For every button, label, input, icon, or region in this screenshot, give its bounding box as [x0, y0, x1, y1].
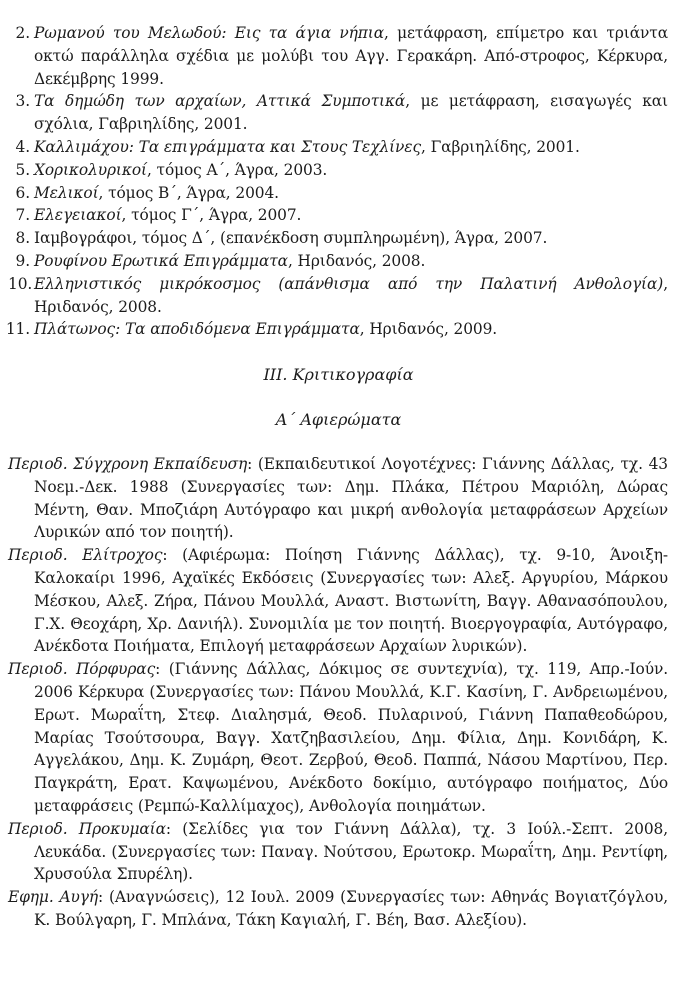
list-item [8, 182, 668, 205]
item-title: Πλάτωνος: Τα αποδιδόμενα Επιγράμματα [34, 320, 360, 339]
item-details: , τόμος Α΄, Άγρα, 2003. [146, 160, 328, 179]
list-item [8, 90, 668, 136]
entry-text: : (Αναγνώσεις), 12 Ιουλ. 2009 (Συνεργασίες των: Αθηνάς Βογιατζόγλου, Κ. Βούλγαρη, Γ. Μπλάνα, Τάκη Καγιαλή, Γ. Βέη, Βασ. Αλεξίου). [34, 888, 668, 929]
item-title: Τα δημώδη των αρχαίων, Αττικά Συμποτικά [34, 92, 406, 111]
bibliography-entry [8, 886, 668, 932]
list-item [8, 273, 668, 319]
tributes-list [8, 453, 668, 932]
item-title: Μελικοί [34, 183, 99, 202]
item-number: 10. [8, 274, 33, 293]
entry-source: Περιοδ. Ελίτροχος [8, 546, 163, 565]
item-number: 6. [15, 183, 30, 202]
item-details: , Ηριδανός, 2008. [34, 274, 668, 316]
item-number: 2. [15, 24, 30, 42]
item-number: 5. [15, 160, 30, 179]
item-details: , τόμος Β΄, Άγρα, 2004. [98, 183, 279, 202]
item-number: 11. [5, 320, 30, 339]
item-number: 8. [15, 229, 30, 248]
item-title: Καλλιμάχου: Τα επιγράμματα και Στους Τεχλίνες [34, 137, 421, 156]
item-details: , Ηριδανός, 2008. [287, 251, 426, 270]
list-item [5, 318, 668, 341]
item-number: 4. [15, 137, 30, 156]
item-details: , Ηριδανός, 2009. [359, 320, 498, 339]
item-title: Ρωμανού του Μελωδού: Εις τα άγια νήπια [34, 24, 385, 42]
bibliography-entry [8, 658, 668, 818]
list-item [8, 204, 668, 227]
item-title: Χορικολυρικοί [34, 160, 147, 179]
entry-text: : (Σελίδες για τον Γιάννη Δάλλα), τχ. 3 Ιούλ.-Σεπτ. 2008, Λευκάδα. (Συνεργασίες των: Παναγ. Νούτσου, Ερωτοκρ. Μωραΐτη, Δημ. Ρεντίφη, Χρυσούλα Σπυρέλη). [34, 819, 668, 884]
entry-source: Περιοδ. Προκυμαία [8, 819, 166, 838]
entry-source: Περιοδ. Σύγχρονη Εκπαίδευση [8, 455, 248, 473]
item-number: 9. [15, 251, 30, 270]
item-details: , με μετάφραση, εισαγωγές και σχόλια, Γαβριηλίδης, 2001. [34, 92, 668, 134]
section-heading: III. Κριτικογραφία [263, 365, 414, 384]
item-number: 3. [15, 92, 30, 111]
item-number: 7. [15, 206, 30, 225]
bibliography-entry [8, 818, 668, 886]
list-item [8, 136, 668, 159]
item-title: Ελληνιστικός μικρόκοσμος (απάνθισμα από την Παλατινή Ανθολογία) [34, 274, 664, 293]
bibliography-entry [8, 544, 668, 658]
list-item [8, 227, 668, 250]
works-list [5, 22, 668, 341]
item-details: , μετάφραση, επίμετρο και τριάντα οκτώ παράλληλα σχέδια με μολύβι του Αγγ. Γερακάρη. Από-στροφος, Κέρκυρα, Δεκέμβρης 1999. [34, 24, 668, 88]
subsection-heading: Α΄ Αφιερώματα [275, 410, 402, 429]
item-title: Ρουφίνου Ερωτικά Επιγράμματα [34, 251, 288, 270]
bibliography-entry [8, 453, 668, 544]
entry-text: : (Εκπαιδευτικοί Λογοτέχνες: Γιάννης Δάλλας, τχ. 43 Νοεμ.-Δεκ. 1988 (Συνεργασίες των: Δημ. Πλάκα, Πέτρου Μαριόλη, Δώρας Μέντη, Θαν. Μποζιάρη Αυτόγραφο και μικρή ανθολογία μεταφράσεων Αρχείων Λυρικών από τον ποιητή). [34, 455, 668, 542]
item-details: , τόμος Γ΄, Άγρα, 2007. [121, 206, 302, 225]
entry-source: Περιοδ. Πόρφυρας [8, 660, 156, 679]
item-details: Ιαμβογράφοι, τόμος Δ΄, (επανέκδοση συμπληρωμένη), Άγρα, 2007. [34, 229, 548, 248]
list-item [8, 159, 668, 182]
entry-source: Εφημ. Αυγή [8, 888, 98, 907]
list-item [8, 250, 668, 273]
entry-text: : (Γιάννης Δάλλας, Δόκιμος σε συντεχνία), τχ. 119, Απρ.-Ιούν. 2006 Κέρκυρα (Συνεργασίες των: Πάνου Μουλλά, Κ.Γ. Κασίνη, Γ. Ανδρειωμένου, Ερωτ. Μωραΐτη, Στεφ. Διαλησμά, Θεοδ. Πυλαρινού, Γιάννη Παπαθεοδώρου, Μαρίας Τσούτσουρα, Βαγγ. Χατζηβασιλείου, Δημ. Φίλια, Δημ. Κονιδάρη, Κ. Αγγελάκου, Δημ. Κ. Ζυμάρη, Θεοτ. Ζερβού, Θεοδ. Παππά, Νάσου Μαρτίνου, Περ. Παγκράτη, Ερατ. Καψωμένου, Ανέκδοτο δοκίμιο, αυτόγραφο ποιήματος, Δύο μεταφράσεις (Ρεμπώ-Καλλίμαχος), Ανθολογία ποιημάτων. [34, 660, 668, 815]
list-item [8, 22, 668, 90]
item-title: Ελεγειακοί [34, 206, 122, 225]
entry-text: : (Αφιέρωμα: Ποίηση Γιάννης Δάλλας), τχ. 9-10, Άνοιξη-Καλοκαίρι 1996, Αχαϊκές Εκδόσεις (Συνεργασίες των: Αλεξ. Αργυρίου, Μάρκου Μέσκου, Αλεξ. Ζήρα, Πάνου Μουλλά, Αναστ. Βιστωνίτη, Βαγγ. Αθανασόπουλου, Γ.Χ. Θεοχάρη, Χρ. Δανιήλ). Συνομιλία με τον ποιητή. Βιοεργογραφία, Αυτόγραφο, Ανέκδοτα Ποιήματα, Επιλογή μεταφράσεων Αρχαίων λυρικών). [34, 546, 668, 656]
item-details: , Γαβριηλίδης, 2001. [420, 137, 580, 156]
